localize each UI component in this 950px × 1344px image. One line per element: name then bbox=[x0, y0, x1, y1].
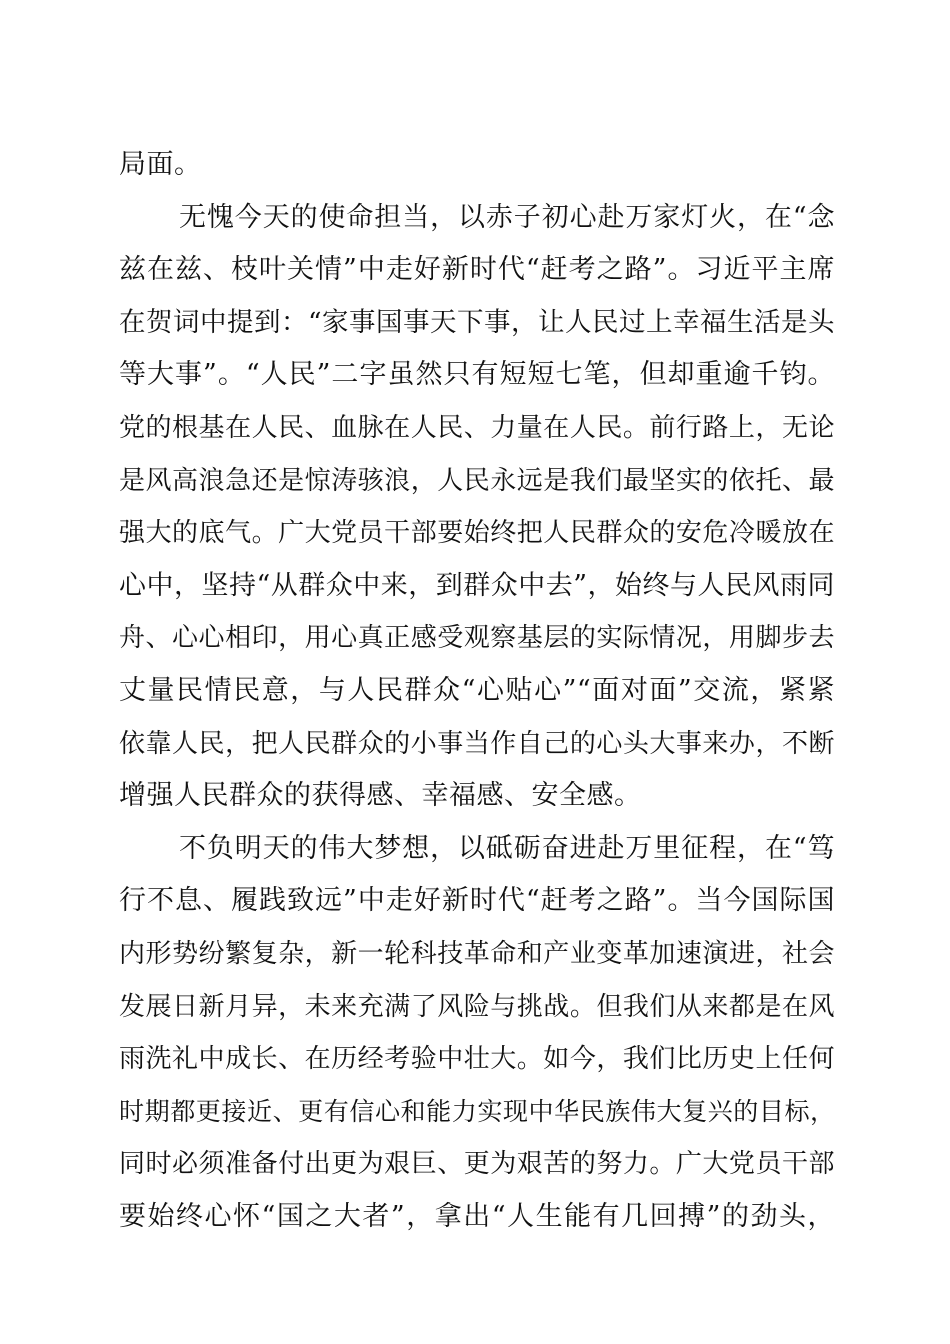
text-line: 无愧今天的使命担当，以赤子初心赴万家灯火，在“念 bbox=[179, 201, 835, 233]
text-line: 在贺词中提到：“家事国事天下事，让人民过上幸福生活是头 bbox=[119, 306, 836, 338]
text-line: 同时必须准备付出更为艰巨、更为艰苦的努力。广大党员干部 bbox=[119, 1149, 835, 1180]
text-line: 兹在兹、枝叶关情”中走好新时代“赶考之路”。习近平主席 bbox=[119, 254, 835, 286]
text-line: 强大的底气。广大党员干部要始终把人民群众的安危冷暖放在 bbox=[119, 518, 835, 549]
text-line: 行不息、履践致远”中走好新时代“赶考之路”。当今国际国 bbox=[119, 885, 835, 917]
text-line: 党的根基在人民、血脉在人民、力量在人民。前行路上，无论 bbox=[119, 412, 835, 443]
text-line: 舟、心心相印，用心真正感受观察基层的实际情况，用脚步去 bbox=[119, 623, 835, 654]
text-line: 要始终心怀“国之大者”，拿出“人生能有几回搏”的劲头， bbox=[119, 1200, 835, 1232]
text-line: 发展日新月异，未来充满了风险与挑战。但我们从来都是在风 bbox=[119, 991, 835, 1022]
text-line: 不负明天的伟大梦想，以砥砺奋进赴万里征程，在“笃 bbox=[179, 832, 835, 864]
text-line: 局面。 bbox=[119, 149, 202, 180]
text-line: 丈量民情民意，与人民群众“心贴心”“面对面”交流，紧紧 bbox=[119, 674, 835, 706]
document-body bbox=[119, 139, 835, 1243]
text-line: 是风高浪急还是惊涛骇浪，人民永远是我们最坚实的依托、最 bbox=[119, 465, 835, 496]
text-line: 内形势纷繁复杂，新一轮科技革命和产业变革加速演进，社会 bbox=[119, 938, 835, 969]
text-line: 心中，坚持“从群众中来，到群众中去”，始终与人民风雨同 bbox=[119, 569, 835, 601]
text-line: 雨洗礼中成长、在历经考验中壮大。如今，我们比历史上任何 bbox=[119, 1044, 835, 1075]
text-line: 时期都更接近、更有信心和能力实现中华民族伟大复兴的目标， bbox=[119, 1096, 836, 1126]
text-line: 依靠人民，把人民群众的小事当作自己的心头大事来办，不断 bbox=[119, 728, 835, 759]
text-line: 等大事”。“人民”二字虽然只有短短七笔，但却重逾千钧。 bbox=[119, 359, 835, 391]
text-line: 增强人民群众的获得感、幸福感、安全感。 bbox=[119, 780, 642, 812]
